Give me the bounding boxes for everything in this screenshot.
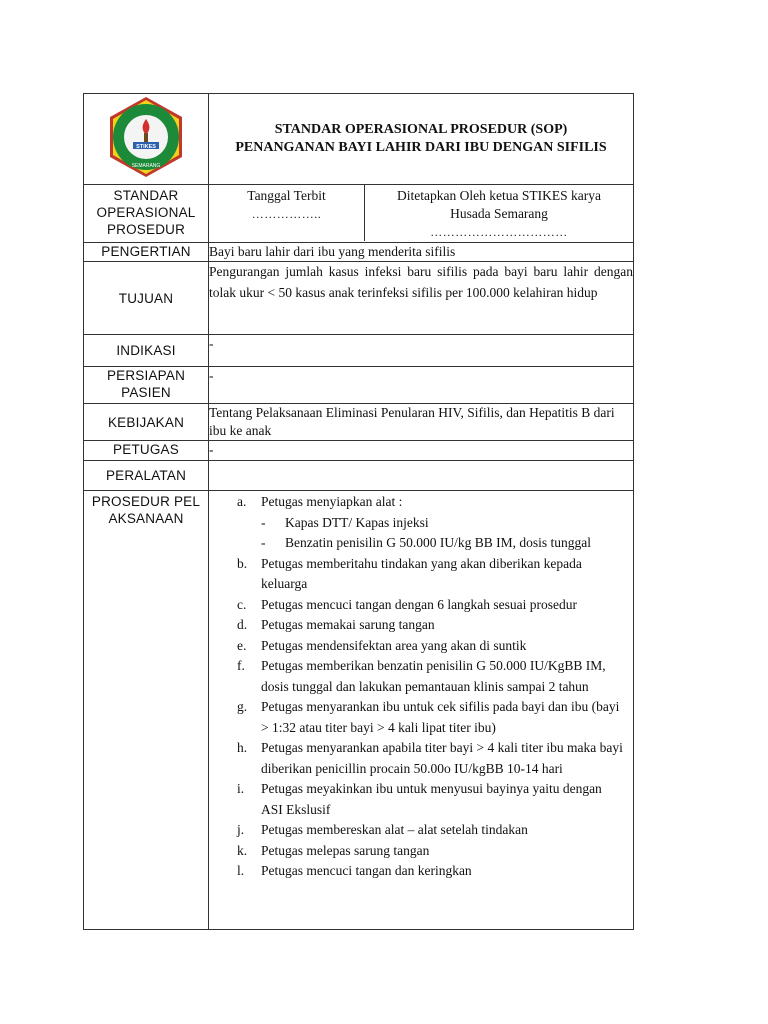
step-subitem-text: Benzatin penisilin G 50.000 IU/kg BB IM, dosis tunggal: [285, 535, 591, 550]
prosedur-step: [209, 595, 633, 616]
header-inner: [209, 185, 633, 241]
step-marker: g.: [237, 699, 248, 714]
label-petugas: PETUGAS: [84, 441, 209, 461]
step-text: Petugas memakai sarung tangan: [261, 617, 435, 632]
step-marker: h.: [237, 740, 248, 755]
sop-table: [83, 93, 634, 930]
label-peralatan: PERALATAN: [84, 461, 209, 491]
step-text: Petugas mencuci tangan dan keringkan: [261, 863, 472, 878]
title-line-2: PENANGANAN BAYI LAHIR DARI IBU DENGAN SIFILIS: [235, 140, 607, 155]
step-marker: i.: [237, 781, 245, 796]
step-text: Petugas menyarankan ibu untuk cek sifilis pada bayi dan ibu (bayi > 1:32 atau titer bayi > 4 kali lipat titer ibu): [261, 699, 620, 735]
header-row-values: [209, 185, 634, 243]
value-prosedur: [209, 491, 634, 930]
step-text: Petugas menyiapkan alat :: [261, 494, 403, 509]
label-pengertian: PENGERTIAN: [84, 243, 209, 262]
value-indikasi: -: [209, 335, 634, 367]
step-marker: j.: [237, 822, 245, 837]
logo-bottom-text: SEMARANG: [131, 162, 161, 169]
step-subitem: [261, 533, 625, 554]
logo-cell: [84, 94, 209, 185]
value-persiapan-pasien: -: [209, 367, 634, 404]
prosedur-step: [209, 779, 633, 820]
prosedur-list: [209, 492, 633, 882]
step-sublist: [261, 513, 625, 554]
label-prosedur: PROSEDUR PELAKSANAAN: [84, 491, 209, 930]
tanggal-terbit-value: ……………..: [251, 207, 322, 221]
step-text: Petugas melepas sarung tangan: [261, 842, 430, 858]
prosedur-step: [209, 697, 633, 738]
ditetapkan-label: Ditetapkan Oleh ketua STIKES karya Husada Semarang: [397, 188, 601, 221]
prosedur-step: [209, 738, 633, 779]
prosedur-step: [209, 841, 633, 862]
step-marker: a.: [237, 494, 247, 509]
tanggal-terbit-cell: [209, 185, 365, 241]
dash-bullet: -: [261, 514, 266, 530]
label-tujuan: TUJUAN: [84, 262, 209, 335]
step-text: Petugas mendensifektan area yang akan di suntik: [261, 637, 527, 653]
label-kebijakan: KEBIJAKAN: [84, 404, 209, 441]
value-peralatan: [209, 461, 634, 491]
step-marker: e.: [237, 637, 247, 653]
step-text: Petugas memberikan benzatin penisilin G 50.000 IU/KgBB IM, dosis tunggal dan lakukan pemantauan klinis sampai 2 tahun: [261, 658, 606, 694]
value-tujuan: Pengurangan jumlah kasus infeksi baru sifilis pada bayi baru lahir dengan tolak ukur < 50 kasus anak terinfeksi sifilis per 100.000 kelahiran hidup: [209, 262, 634, 335]
value-kebijakan: Tentang Pelaksanaan Eliminasi Penularan HIV, Sifilis, dan Hepatitis B dari ibu ke anak: [209, 404, 634, 441]
label-indikasi: INDIKASI: [84, 335, 209, 367]
step-marker: k.: [237, 842, 248, 858]
tanggal-terbit-label: Tanggal Terbit: [247, 188, 326, 203]
title-line-1: STANDAR OPERASIONAL PROSEDUR (SOP): [274, 122, 568, 137]
step-text: Petugas memberitahu tindakan yang akan diberikan kepada keluarga: [261, 555, 582, 591]
prosedur-step: [209, 492, 633, 554]
step-text: Petugas meyakinkan ibu untuk menyusui bayinya yaitu dengan ASI Ekslusif: [261, 781, 602, 817]
step-marker: c.: [237, 596, 247, 612]
dash-bullet: -: [261, 535, 266, 550]
value-petugas: -: [209, 441, 634, 461]
label-persiapan-pasien: PERSIAPAN PASIEN: [84, 367, 209, 404]
step-subitem: [261, 513, 625, 534]
ditetapkan-cell: [365, 185, 634, 241]
label-standar: STANDAR OPERASIONAL PROSEDUR: [84, 185, 209, 243]
step-marker: f.: [237, 658, 245, 673]
step-text: Petugas membereskan alat – alat setelah tindakan: [261, 822, 528, 837]
step-text: Petugas menyarankan apabila titer bayi > 4 kali titer ibu maka bayi diberikan penicillin procain 50.00o IU/kgBB 10-14 hari: [261, 740, 623, 776]
step-subitem-text: Kapas DTT/ Kapas injeksi: [285, 514, 429, 530]
prosedur-step: [209, 615, 633, 636]
value-pengertian: Bayi baru lahir dari ibu yang menderita sifilis: [209, 243, 634, 262]
prosedur-step: [209, 861, 633, 882]
step-marker: b.: [237, 555, 248, 571]
step-marker: d.: [237, 617, 248, 632]
logo-text: STIKES: [136, 143, 156, 150]
title-cell: [209, 94, 634, 185]
step-text: Petugas mencuci tangan dengan 6 langkah sesuai prosedur: [261, 596, 578, 612]
prosedur-step: [209, 636, 633, 657]
ditetapkan-value: ……………………………: [430, 225, 568, 239]
stikes-logo: [104, 95, 188, 179]
prosedur-step: [209, 656, 633, 697]
prosedur-step: [209, 554, 633, 595]
prosedur-step: [209, 820, 633, 841]
step-marker: l.: [237, 863, 245, 878]
